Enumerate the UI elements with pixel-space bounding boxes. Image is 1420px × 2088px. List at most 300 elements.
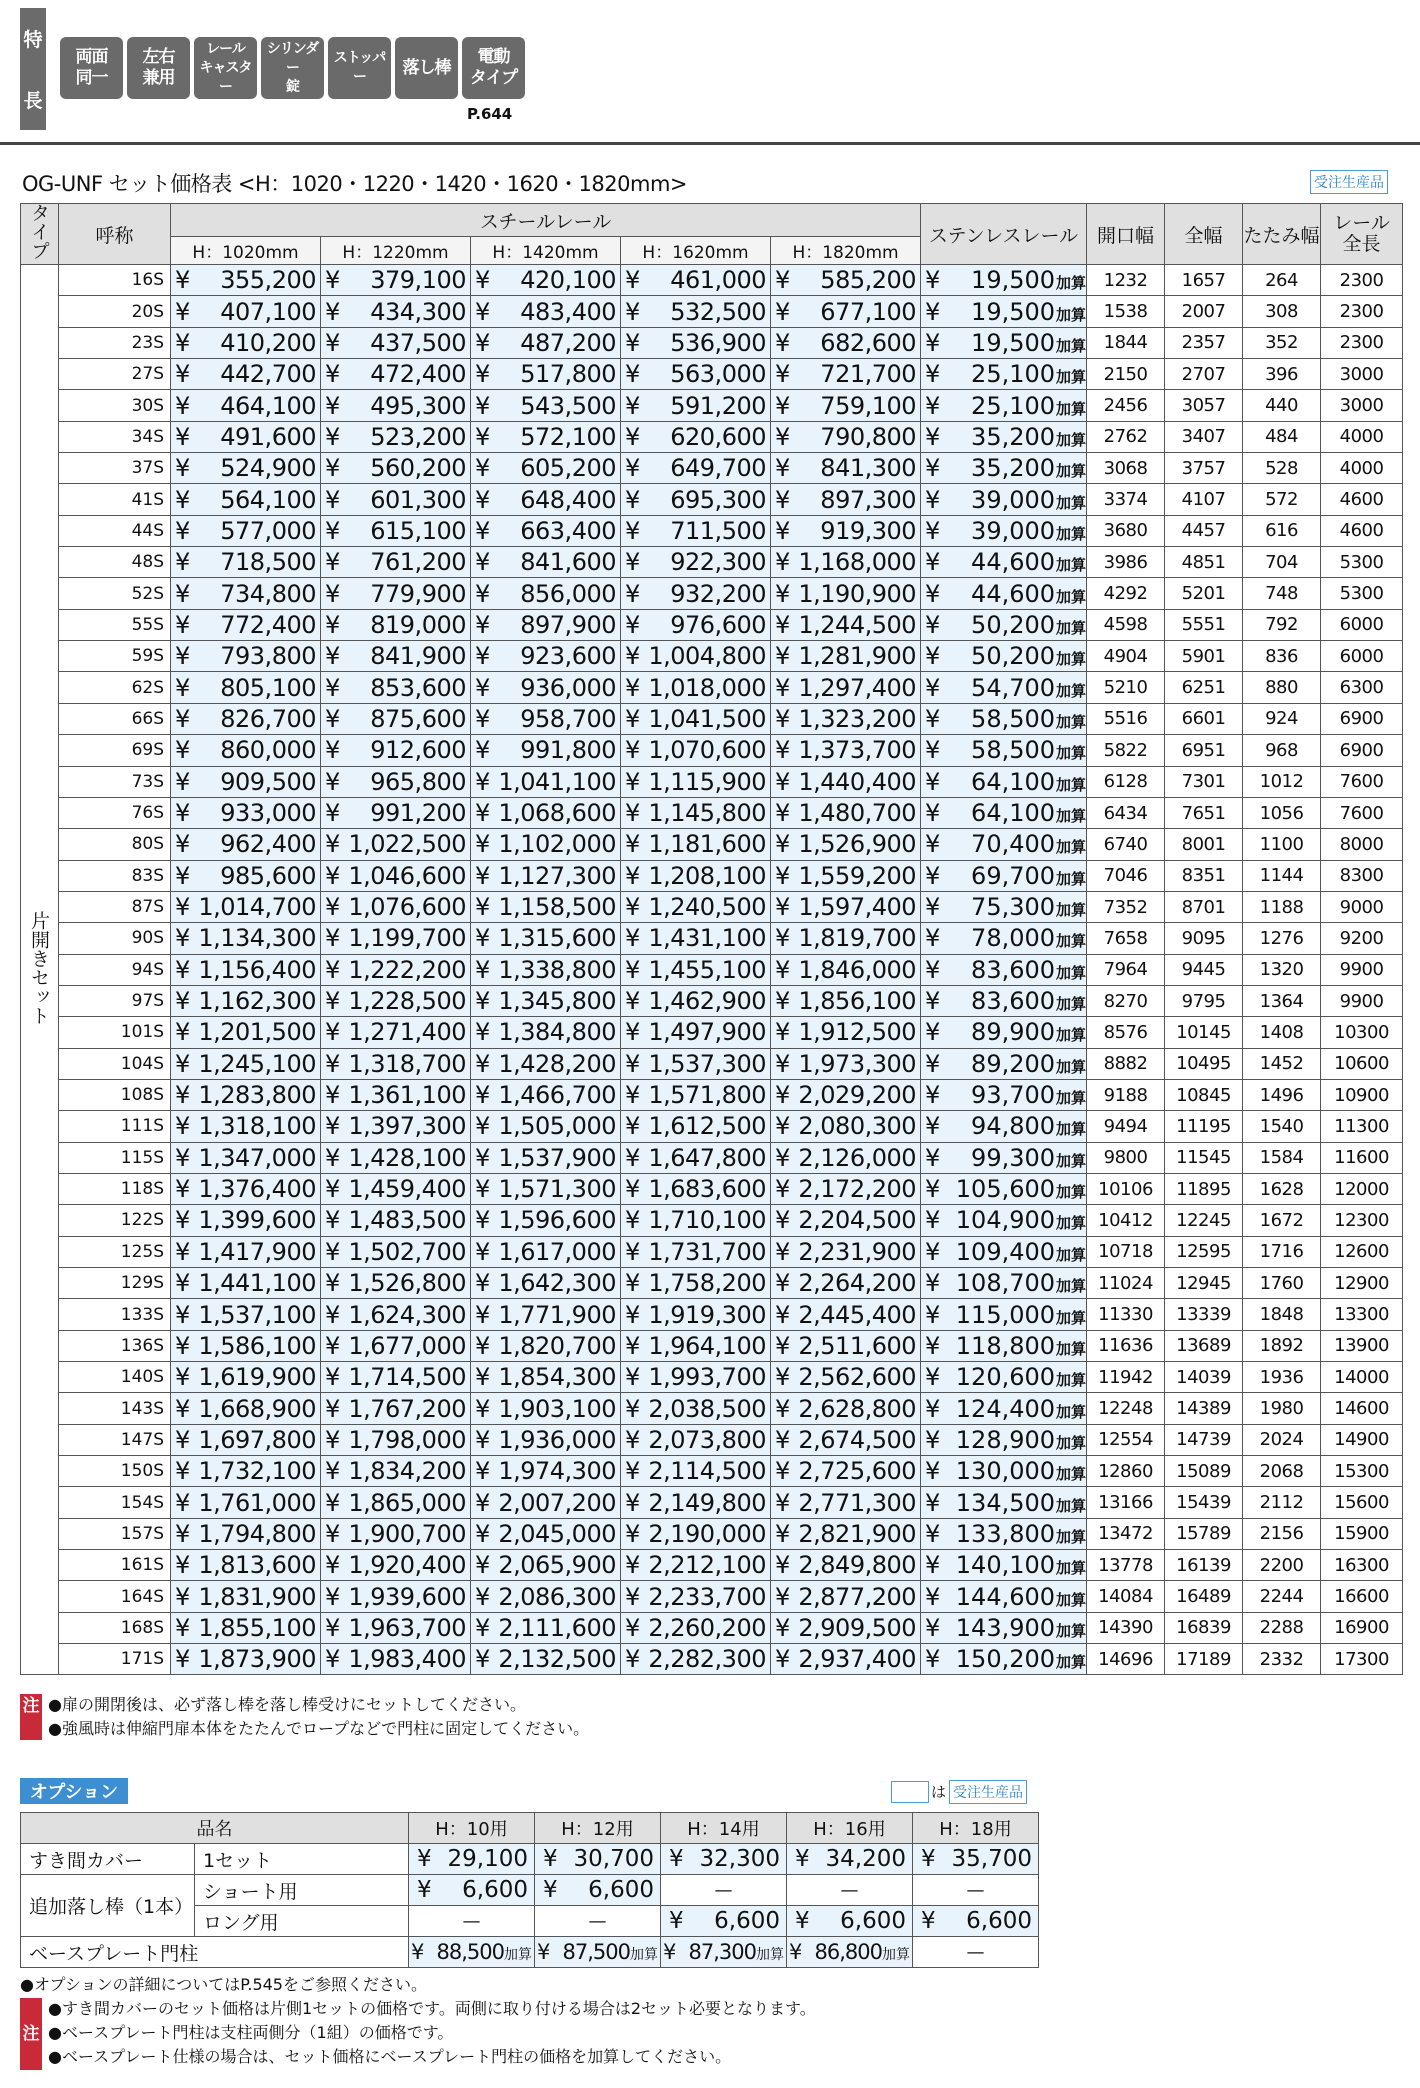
steel-price-cell: ¥ 663,400 bbox=[471, 515, 621, 546]
full-width-cell: 7301 bbox=[1165, 766, 1243, 797]
code-cell: 171S bbox=[59, 1644, 171, 1675]
steel-price-cell: ¥ 1,834,200 bbox=[321, 1456, 471, 1487]
rail-length-cell: 6900 bbox=[1321, 703, 1403, 734]
steel-price-cell: ¥ 897,300 bbox=[771, 484, 921, 515]
folded-width-cell: 2112 bbox=[1243, 1487, 1321, 1518]
rail-length-cell: 3000 bbox=[1321, 390, 1403, 421]
full-width-cell: 5201 bbox=[1165, 578, 1243, 609]
note-line: ●ベースプレート仕様の場合は、セット価格にベースプレート門柱の価格を加算してください。 bbox=[48, 2047, 732, 2066]
folded-width-cell: 968 bbox=[1243, 735, 1321, 766]
folded-width-cell: 2288 bbox=[1243, 1612, 1321, 1643]
stainless-add-cell: ¥ 58,500加算 bbox=[921, 735, 1087, 766]
code-cell: 104S bbox=[59, 1048, 171, 1079]
folded-width-cell: 1452 bbox=[1243, 1048, 1321, 1079]
steel-price-cell: ¥ 1,022,500 bbox=[321, 829, 471, 860]
steel-price-cell: ¥ 1,497,900 bbox=[621, 1017, 771, 1048]
option-label: 追加落し棒（1本） bbox=[21, 1875, 195, 1937]
option-price: ¥ 87,300加算 bbox=[661, 1937, 787, 1968]
steel-price-cell: ¥ 1,502,700 bbox=[321, 1236, 471, 1267]
steel-price-cell: ¥ 2,073,800 bbox=[621, 1424, 771, 1455]
steel-price-cell: ¥ 2,282,300 bbox=[621, 1644, 771, 1675]
steel-price-cell: ¥ 487,200 bbox=[471, 327, 621, 358]
full-width-cell: 4107 bbox=[1165, 484, 1243, 515]
stainless-add-cell: ¥ 25,100加算 bbox=[921, 359, 1087, 390]
steel-price-cell: ¥ 718,500 bbox=[171, 547, 321, 578]
type-cell: 片開きセット bbox=[21, 265, 59, 1675]
steel-price-cell: ¥ 572,100 bbox=[471, 421, 621, 452]
steel-price-cell: ¥ 1,761,000 bbox=[171, 1487, 321, 1518]
option-price-na: — bbox=[787, 1875, 913, 1906]
steel-price-cell: ¥ 1,983,400 bbox=[321, 1644, 471, 1675]
full-width-cell: 3407 bbox=[1165, 421, 1243, 452]
steel-price-cell: ¥ 677,100 bbox=[771, 296, 921, 327]
code-cell: 133S bbox=[59, 1299, 171, 1330]
steel-price-cell: ¥ 2,628,800 bbox=[771, 1393, 921, 1424]
option-price: ¥ 35,700 bbox=[913, 1844, 1039, 1875]
full-width-cell: 5901 bbox=[1165, 641, 1243, 672]
full-width-cell: 12945 bbox=[1165, 1268, 1243, 1299]
folded-width-cell: 1848 bbox=[1243, 1299, 1321, 1330]
option-header-height: H：16用 bbox=[787, 1813, 913, 1844]
code-cell: 118S bbox=[59, 1173, 171, 1204]
note-line: ●ベースプレート門柱は支柱両側分（1組）の価格です。 bbox=[48, 2023, 454, 2042]
folded-width-cell: 836 bbox=[1243, 641, 1321, 672]
rail-length-cell: 16600 bbox=[1321, 1581, 1403, 1612]
full-width-cell: 14739 bbox=[1165, 1424, 1243, 1455]
steel-price-cell: ¥ 1,318,700 bbox=[321, 1048, 471, 1079]
steel-price-cell: ¥ 523,200 bbox=[321, 421, 471, 452]
full-width-cell: 15089 bbox=[1165, 1456, 1243, 1487]
steel-price-cell: ¥ 2,260,200 bbox=[621, 1612, 771, 1643]
opening-width-cell: 4598 bbox=[1087, 609, 1165, 640]
stainless-add-cell: ¥ 105,600加算 bbox=[921, 1173, 1087, 1204]
option-price-na: — bbox=[535, 1906, 661, 1937]
rail-length-cell: 6300 bbox=[1321, 672, 1403, 703]
opening-width-cell: 2762 bbox=[1087, 421, 1165, 452]
code-cell: 59S bbox=[59, 641, 171, 672]
page-title: OG-UNF セット価格表 <H：1020・1220・1420・1620・1820mm> bbox=[22, 172, 688, 196]
stainless-add-cell: ¥ 39,000加算 bbox=[921, 515, 1087, 546]
steel-price-cell: ¥ 620,600 bbox=[621, 421, 771, 452]
table-row bbox=[21, 1236, 1403, 1267]
rail-length-cell: 12300 bbox=[1321, 1205, 1403, 1236]
steel-price-cell: ¥ 2,007,200 bbox=[471, 1487, 621, 1518]
code-cell: 23S bbox=[59, 327, 171, 358]
full-width-cell: 14039 bbox=[1165, 1362, 1243, 1393]
steel-price-cell: ¥ 1,281,900 bbox=[771, 641, 921, 672]
note-line: ●強風時は伸縮門扉本体をたたんでロープなどで門柱に固定してください。 bbox=[48, 1719, 590, 1738]
steel-price-cell: ¥ 464,100 bbox=[171, 390, 321, 421]
opening-width-cell: 14084 bbox=[1087, 1581, 1165, 1612]
table-row bbox=[21, 1518, 1403, 1549]
steel-price-cell: ¥ 1,361,100 bbox=[321, 1079, 471, 1110]
folded-width-cell: 1100 bbox=[1243, 829, 1321, 860]
opening-width-cell: 5210 bbox=[1087, 672, 1165, 703]
steel-price-cell: ¥ 1,559,200 bbox=[771, 860, 921, 891]
opening-width-cell: 1538 bbox=[1087, 296, 1165, 327]
header-height: H：1620mm bbox=[621, 237, 771, 265]
steel-price-cell: ¥ 1,441,100 bbox=[171, 1268, 321, 1299]
stainless-add-cell: ¥ 133,800加算 bbox=[921, 1518, 1087, 1549]
full-width-cell: 11195 bbox=[1165, 1111, 1243, 1142]
steel-price-cell: ¥ 923,600 bbox=[471, 641, 621, 672]
rail-length-cell: 4600 bbox=[1321, 484, 1403, 515]
rail-length-cell: 10900 bbox=[1321, 1079, 1403, 1110]
code-cell: 140S bbox=[59, 1362, 171, 1393]
code-cell: 161S bbox=[59, 1550, 171, 1581]
rail-length-cell: 5300 bbox=[1321, 578, 1403, 609]
folded-width-cell: 484 bbox=[1243, 421, 1321, 452]
rail-length-cell: 7600 bbox=[1321, 766, 1403, 797]
steel-price-cell: ¥ 805,100 bbox=[171, 672, 321, 703]
code-cell: 20S bbox=[59, 296, 171, 327]
stainless-add-cell: ¥ 69,700加算 bbox=[921, 860, 1087, 891]
opening-width-cell: 7046 bbox=[1087, 860, 1165, 891]
steel-price-cell: ¥ 434,300 bbox=[321, 296, 471, 327]
steel-price-cell: ¥ 2,086,300 bbox=[471, 1581, 621, 1612]
stainless-add-cell: ¥ 64,100加算 bbox=[921, 766, 1087, 797]
rail-length-cell: 15900 bbox=[1321, 1518, 1403, 1549]
table-row bbox=[21, 766, 1403, 797]
rail-length-cell: 11600 bbox=[1321, 1142, 1403, 1173]
steel-price-cell: ¥ 563,000 bbox=[621, 359, 771, 390]
option-title: オプション bbox=[20, 1778, 128, 1804]
note-line: ●扉の開閉後は、必ず落し棒を落し棒受けにセットしてください。 bbox=[48, 1695, 526, 1714]
steel-price-cell: ¥ 2,114,500 bbox=[621, 1456, 771, 1487]
steel-price-cell: ¥ 1,964,100 bbox=[621, 1330, 771, 1361]
table-row bbox=[21, 1424, 1403, 1455]
full-width-cell: 10145 bbox=[1165, 1017, 1243, 1048]
steel-price-cell: ¥ 2,190,000 bbox=[621, 1518, 771, 1549]
made-to-order-badge: 受注生産品 bbox=[949, 1780, 1027, 1804]
folded-width-cell: 1892 bbox=[1243, 1330, 1321, 1361]
option-sub-label: ロング用 bbox=[195, 1906, 409, 1937]
option-price-na: — bbox=[409, 1906, 535, 1937]
steel-price-cell: ¥ 779,900 bbox=[321, 578, 471, 609]
steel-price-cell: ¥ 437,500 bbox=[321, 327, 471, 358]
table-row bbox=[21, 484, 1403, 515]
steel-price-cell: ¥ 761,200 bbox=[321, 547, 471, 578]
stainless-add-cell: ¥ 35,200加算 bbox=[921, 421, 1087, 452]
steel-price-cell: ¥ 1,900,700 bbox=[321, 1518, 471, 1549]
full-width-cell: 7651 bbox=[1165, 797, 1243, 828]
opening-width-cell: 7352 bbox=[1087, 891, 1165, 922]
opening-width-cell: 3374 bbox=[1087, 484, 1165, 515]
legend-is: は bbox=[931, 1783, 947, 1801]
steel-price-cell: ¥ 1,283,800 bbox=[171, 1079, 321, 1110]
full-width-cell: 13689 bbox=[1165, 1330, 1243, 1361]
stainless-add-cell: ¥ 134,500加算 bbox=[921, 1487, 1087, 1518]
table-row bbox=[21, 515, 1403, 546]
table-row bbox=[21, 891, 1403, 922]
steel-price-cell: ¥ 841,600 bbox=[471, 547, 621, 578]
rail-length-cell: 11300 bbox=[1321, 1111, 1403, 1142]
table-row bbox=[21, 390, 1403, 421]
steel-price-cell: ¥ 2,126,000 bbox=[771, 1142, 921, 1173]
steel-price-cell: ¥ 991,200 bbox=[321, 797, 471, 828]
steel-price-cell: ¥ 985,600 bbox=[171, 860, 321, 891]
code-cell: 143S bbox=[59, 1393, 171, 1424]
header-steel-rail: スチールレール bbox=[171, 204, 921, 237]
steel-price-cell: ¥ 2,937,400 bbox=[771, 1644, 921, 1675]
folded-width-cell: 1672 bbox=[1243, 1205, 1321, 1236]
stainless-add-cell: ¥ 89,900加算 bbox=[921, 1017, 1087, 1048]
steel-price-cell: ¥ 2,111,600 bbox=[471, 1612, 621, 1643]
steel-price-cell: ¥ 912,600 bbox=[321, 735, 471, 766]
steel-price-cell: ¥ 1,102,000 bbox=[471, 829, 621, 860]
rail-length-cell: 14600 bbox=[1321, 1393, 1403, 1424]
steel-price-cell: ¥ 1,537,900 bbox=[471, 1142, 621, 1173]
table-row bbox=[21, 1142, 1403, 1173]
rail-length-cell: 4000 bbox=[1321, 421, 1403, 452]
table-row bbox=[21, 797, 1403, 828]
opening-width-cell: 13778 bbox=[1087, 1550, 1165, 1581]
steel-price-cell: ¥ 734,800 bbox=[171, 578, 321, 609]
steel-price-cell: ¥ 1,455,100 bbox=[621, 954, 771, 985]
steel-price-cell: ¥ 1,571,800 bbox=[621, 1079, 771, 1110]
legend-swatch bbox=[891, 1781, 929, 1803]
full-width-cell: 6251 bbox=[1165, 672, 1243, 703]
folded-width-cell: 1056 bbox=[1243, 797, 1321, 828]
stainless-add-cell: ¥ 19,500加算 bbox=[921, 327, 1087, 358]
full-width-cell: 9095 bbox=[1165, 923, 1243, 954]
steel-price-cell: ¥ 1,624,300 bbox=[321, 1299, 471, 1330]
full-width-cell: 15789 bbox=[1165, 1518, 1243, 1549]
folded-width-cell: 308 bbox=[1243, 296, 1321, 327]
stainless-add-cell: ¥ 89,200加算 bbox=[921, 1048, 1087, 1079]
table-row bbox=[21, 578, 1403, 609]
full-width-cell: 17189 bbox=[1165, 1644, 1243, 1675]
feature-badge-drop-rod: 落し棒 bbox=[395, 37, 458, 99]
steel-price-cell: ¥ 1,134,300 bbox=[171, 923, 321, 954]
code-cell: 27S bbox=[59, 359, 171, 390]
note-mark: 注 bbox=[20, 1694, 42, 1740]
steel-price-cell: ¥ 841,300 bbox=[771, 453, 921, 484]
full-width-cell: 8701 bbox=[1165, 891, 1243, 922]
code-cell: 37S bbox=[59, 453, 171, 484]
full-width-cell: 15439 bbox=[1165, 1487, 1243, 1518]
rail-length-cell: 8300 bbox=[1321, 860, 1403, 891]
stainless-add-cell: ¥ 44,600加算 bbox=[921, 578, 1087, 609]
code-cell: 83S bbox=[59, 860, 171, 891]
rail-length-cell: 6000 bbox=[1321, 609, 1403, 640]
opening-width-cell: 11942 bbox=[1087, 1362, 1165, 1393]
steel-price-cell: ¥ 933,000 bbox=[171, 797, 321, 828]
steel-price-cell: ¥ 1,619,900 bbox=[171, 1362, 321, 1393]
header-rail-length: レール 全長 bbox=[1321, 204, 1403, 265]
code-cell: 154S bbox=[59, 1487, 171, 1518]
stainless-add-cell: ¥ 143,900加算 bbox=[921, 1612, 1087, 1643]
code-cell: 44S bbox=[59, 515, 171, 546]
feature-badge-rail-caster: レール キャスター bbox=[194, 37, 257, 99]
steel-price-cell: ¥ 976,600 bbox=[621, 609, 771, 640]
full-width-cell: 8001 bbox=[1165, 829, 1243, 860]
opening-width-cell: 7964 bbox=[1087, 954, 1165, 985]
table-row bbox=[21, 703, 1403, 734]
folded-width-cell: 264 bbox=[1243, 265, 1321, 296]
folded-width-cell: 1980 bbox=[1243, 1393, 1321, 1424]
steel-price-cell: ¥ 2,204,500 bbox=[771, 1205, 921, 1236]
steel-price-cell: ¥ 1,974,300 bbox=[471, 1456, 621, 1487]
steel-price-cell: ¥ 2,725,600 bbox=[771, 1456, 921, 1487]
folded-width-cell: 924 bbox=[1243, 703, 1321, 734]
steel-price-cell: ¥ 495,300 bbox=[321, 390, 471, 421]
header-stainless-rail: ステンレスレール bbox=[921, 204, 1087, 265]
folded-width-cell: 528 bbox=[1243, 453, 1321, 484]
option-price: ¥ 86,800加算 bbox=[787, 1937, 913, 1968]
steel-price-cell: ¥ 1,399,600 bbox=[171, 1205, 321, 1236]
stainless-add-cell: ¥ 93,700加算 bbox=[921, 1079, 1087, 1110]
table-row bbox=[21, 421, 1403, 452]
steel-price-cell: ¥ 819,000 bbox=[321, 609, 471, 640]
code-cell: 122S bbox=[59, 1205, 171, 1236]
feature-badge-electric: 電動 タイプ bbox=[462, 37, 525, 99]
full-width-cell: 4457 bbox=[1165, 515, 1243, 546]
made-to-order-badge: 受注生産品 bbox=[1310, 170, 1388, 194]
steel-price-cell: ¥ 560,200 bbox=[321, 453, 471, 484]
steel-price-cell: ¥ 1,338,800 bbox=[471, 954, 621, 985]
option-label: ベースプレート門柱 bbox=[21, 1937, 409, 1968]
table-row bbox=[21, 1268, 1403, 1299]
full-width-cell: 10845 bbox=[1165, 1079, 1243, 1110]
rail-length-cell: 12600 bbox=[1321, 1236, 1403, 1267]
rail-length-cell: 14000 bbox=[1321, 1362, 1403, 1393]
steel-price-cell: ¥ 1,677,000 bbox=[321, 1330, 471, 1361]
table-row bbox=[21, 1362, 1403, 1393]
steel-price-cell: ¥ 1,315,600 bbox=[471, 923, 621, 954]
option-price-na: — bbox=[661, 1875, 787, 1906]
option-price-na: — bbox=[913, 1875, 1039, 1906]
rail-length-cell: 10300 bbox=[1321, 1017, 1403, 1048]
code-cell: 115S bbox=[59, 1142, 171, 1173]
steel-price-cell: ¥ 772,400 bbox=[171, 609, 321, 640]
table-row bbox=[21, 1487, 1403, 1518]
code-cell: 41S bbox=[59, 484, 171, 515]
steel-price-cell: ¥ 790,800 bbox=[771, 421, 921, 452]
full-width-cell: 6951 bbox=[1165, 735, 1243, 766]
steel-price-cell: ¥ 2,172,200 bbox=[771, 1173, 921, 1204]
steel-price-cell: ¥ 1,963,700 bbox=[321, 1612, 471, 1643]
folded-width-cell: 1584 bbox=[1243, 1142, 1321, 1173]
header-code: 呼称 bbox=[59, 204, 171, 265]
steel-price-cell: ¥ 2,231,900 bbox=[771, 1236, 921, 1267]
stainless-add-cell: ¥ 25,100加算 bbox=[921, 390, 1087, 421]
steel-price-cell: ¥ 1,973,300 bbox=[771, 1048, 921, 1079]
steel-price-cell: ¥ 1,831,900 bbox=[171, 1581, 321, 1612]
rail-length-cell: 9900 bbox=[1321, 954, 1403, 985]
steel-price-cell: ¥ 605,200 bbox=[471, 453, 621, 484]
full-width-cell: 12245 bbox=[1165, 1205, 1243, 1236]
feature-tag-char: 特 bbox=[23, 29, 43, 51]
full-width-cell: 13339 bbox=[1165, 1299, 1243, 1330]
steel-price-cell: ¥ 1,428,200 bbox=[471, 1048, 621, 1079]
stainless-add-cell: ¥ 128,900加算 bbox=[921, 1424, 1087, 1455]
rail-length-cell: 2300 bbox=[1321, 327, 1403, 358]
steel-price-cell: ¥ 1,345,800 bbox=[471, 985, 621, 1016]
feature-badge-double-sided: 両面 同一 bbox=[60, 37, 123, 99]
steel-price-cell: ¥ 1,855,100 bbox=[171, 1612, 321, 1643]
steel-price-cell: ¥ 1,939,600 bbox=[321, 1581, 471, 1612]
steel-price-cell: ¥ 1,873,900 bbox=[171, 1644, 321, 1675]
steel-price-cell: ¥ 1,162,300 bbox=[171, 985, 321, 1016]
steel-price-cell: ¥ 1,794,800 bbox=[171, 1518, 321, 1549]
opening-width-cell: 6434 bbox=[1087, 797, 1165, 828]
full-width-cell: 9445 bbox=[1165, 954, 1243, 985]
option-header-height: H：18用 bbox=[913, 1813, 1039, 1844]
folded-width-cell: 748 bbox=[1243, 578, 1321, 609]
steel-price-cell: ¥ 2,849,800 bbox=[771, 1550, 921, 1581]
rail-length-cell: 7600 bbox=[1321, 797, 1403, 828]
opening-width-cell: 7658 bbox=[1087, 923, 1165, 954]
steel-price-cell: ¥ 793,800 bbox=[171, 641, 321, 672]
opening-width-cell: 4292 bbox=[1087, 578, 1165, 609]
table-row bbox=[21, 1550, 1403, 1581]
opening-width-cell: 8576 bbox=[1087, 1017, 1165, 1048]
opening-width-cell: 6128 bbox=[1087, 766, 1165, 797]
header-opening-width: 開口幅 bbox=[1087, 204, 1165, 265]
rail-length-cell: 15600 bbox=[1321, 1487, 1403, 1518]
steel-price-cell: ¥ 1,417,900 bbox=[171, 1236, 321, 1267]
steel-price-cell: ¥ 407,100 bbox=[171, 296, 321, 327]
steel-price-cell: ¥ 2,445,400 bbox=[771, 1299, 921, 1330]
table-row bbox=[21, 829, 1403, 860]
page-reference: P.644 bbox=[467, 105, 513, 123]
rail-length-cell: 16900 bbox=[1321, 1612, 1403, 1643]
rail-length-cell: 14900 bbox=[1321, 1424, 1403, 1455]
steel-price-cell: ¥ 1,466,700 bbox=[471, 1079, 621, 1110]
table-row bbox=[21, 985, 1403, 1016]
steel-price-cell: ¥ 601,300 bbox=[321, 484, 471, 515]
steel-price-cell: ¥ 1,373,700 bbox=[771, 735, 921, 766]
table-row bbox=[21, 1612, 1403, 1643]
steel-price-cell: ¥ 1,714,500 bbox=[321, 1362, 471, 1393]
opening-width-cell: 1844 bbox=[1087, 327, 1165, 358]
table-row bbox=[21, 735, 1403, 766]
option-price: ¥ 6,600 bbox=[409, 1875, 535, 1906]
steel-price-cell: ¥ 1,936,000 bbox=[471, 1424, 621, 1455]
steel-price-cell: ¥ 2,038,500 bbox=[621, 1393, 771, 1424]
note-line: ●オプションの詳細についてはP.545をご参照ください。 bbox=[20, 1975, 427, 1994]
full-width-cell: 8351 bbox=[1165, 860, 1243, 891]
steel-price-cell: ¥ 2,771,300 bbox=[771, 1487, 921, 1518]
steel-price-cell: ¥ 1,397,300 bbox=[321, 1111, 471, 1142]
steel-price-cell: ¥ 1,537,100 bbox=[171, 1299, 321, 1330]
steel-price-cell: ¥ 1,201,500 bbox=[171, 1017, 321, 1048]
steel-price-cell: ¥ 1,323,200 bbox=[771, 703, 921, 734]
steel-price-cell: ¥ 355,200 bbox=[171, 265, 321, 296]
code-cell: 30S bbox=[59, 390, 171, 421]
steel-price-cell: ¥ 856,000 bbox=[471, 578, 621, 609]
option-price: ¥ 6,600 bbox=[787, 1906, 913, 1937]
steel-price-cell: ¥ 1,758,200 bbox=[621, 1268, 771, 1299]
steel-price-cell: ¥ 1,440,400 bbox=[771, 766, 921, 797]
stainless-add-cell: ¥ 58,500加算 bbox=[921, 703, 1087, 734]
steel-price-cell: ¥ 1,459,400 bbox=[321, 1173, 471, 1204]
opening-width-cell: 2150 bbox=[1087, 359, 1165, 390]
code-cell: 69S bbox=[59, 735, 171, 766]
steel-price-cell: ¥ 897,900 bbox=[471, 609, 621, 640]
price-table bbox=[20, 203, 1403, 1675]
rail-length-cell: 13300 bbox=[1321, 1299, 1403, 1330]
feature-badge-stopper: ストッパー bbox=[328, 37, 391, 99]
code-cell: 168S bbox=[59, 1612, 171, 1643]
full-width-cell: 2007 bbox=[1165, 296, 1243, 327]
folded-width-cell: 880 bbox=[1243, 672, 1321, 703]
rail-length-cell: 9000 bbox=[1321, 891, 1403, 922]
steel-price-cell: ¥ 577,000 bbox=[171, 515, 321, 546]
steel-price-cell: ¥ 1,668,900 bbox=[171, 1393, 321, 1424]
steel-price-cell: ¥ 1,993,700 bbox=[621, 1362, 771, 1393]
